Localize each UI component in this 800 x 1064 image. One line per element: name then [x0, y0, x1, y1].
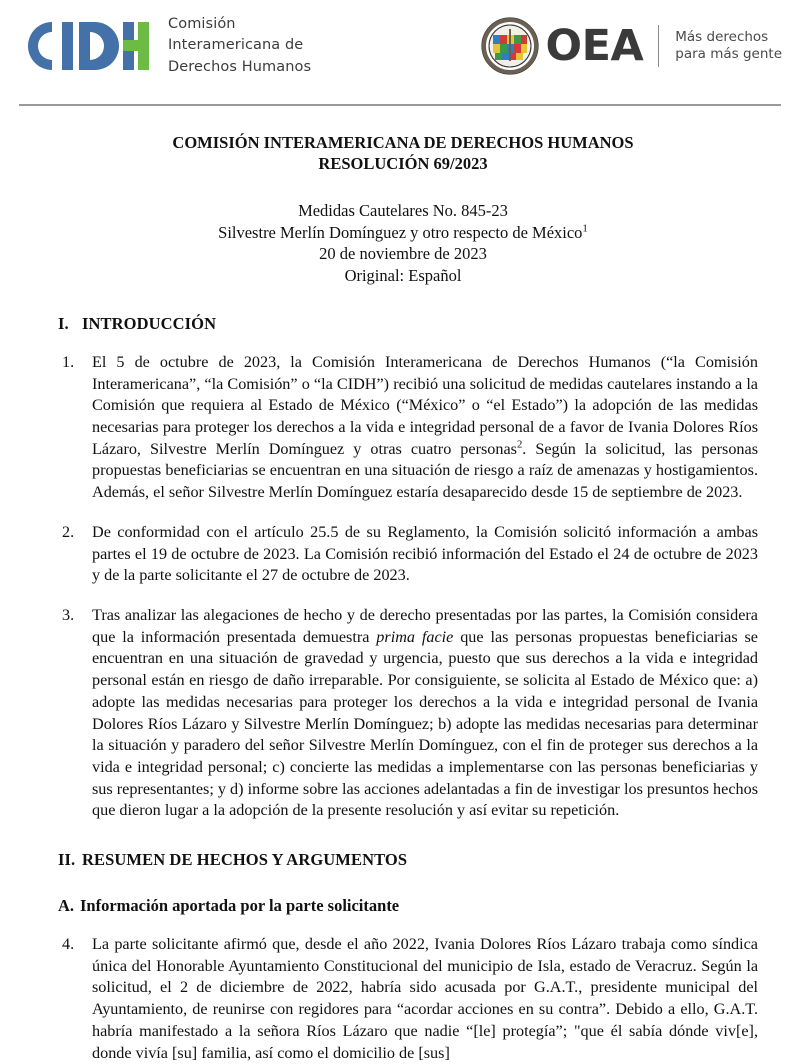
paragraph-text: La parte solicitante afirmó que, desde el año 2022, Ivania Dolores Ríos Lázaro trabaja como síndica única del Honorable Ayuntamiento Constitucional del municipio de Isla, estado de Veracruz. Según la solicitud, el 2 de diciembre de 2022, habría sido acusada por G.A.T., presidente municipal del Ayuntamiento, de reunirse con regidores para “acordar acciones en su contra”. Debido a ello, G.A.T. habría manifestado a la señora Ríos Lázaro que nadie “[le] protegía”; "que él sabía dónde viv[e], donde vivía [su] familia, así como el domicilio de [sus] — [92, 935, 758, 1062]
paragraph-3 — [48, 605, 758, 822]
subtitle-language: Original: Español — [344, 265, 462, 285]
paragraph-text — [92, 605, 758, 822]
paragraph-text: De conformidad con el artículo 25.5 de su Reglamento, la Comisión solicitó información a ambas partes el 19 de octubre de 2023. La Comisión recibió información del Estado el 24 de octubre de 2023 y de la parte solicitante el 27 de octubre de 2023. — [92, 522, 758, 585]
paragraph-2 — [48, 522, 758, 587]
cidh-name-line-2: Interamericana de — [168, 37, 304, 54]
footnote-marker-1: 1 — [582, 222, 588, 235]
oea-tagline-line-1: Más derechos — [675, 29, 769, 46]
subtitle-beneficiaries-text: Silvestre Merlín Domínguez y otro respecto de México — [218, 222, 583, 242]
paragraph-text — [92, 352, 758, 504]
document-body — [0, 132, 800, 1064]
section-heading-resumen — [48, 850, 758, 870]
paragraph-number: 3. — [62, 606, 75, 624]
page-title-line-2: RESOLUCIÓN 69/2023 — [318, 154, 488, 174]
subtitle-beneficiaries — [48, 222, 758, 243]
cidh-name-line-3: Derechos Humanos — [168, 58, 312, 75]
cidh-logo — [22, 14, 311, 77]
page-title — [48, 132, 758, 174]
cidh-wordmark-icon — [22, 18, 154, 74]
subsection-number: A. — [58, 896, 75, 916]
cidh-name — [168, 14, 311, 77]
footnote-marker-2: 2 — [516, 438, 523, 451]
cidh-name-line-1: Comisión — [168, 16, 236, 33]
section-label: INTRODUCCIÓN — [82, 313, 217, 333]
page-title-line-1: COMISIÓN INTERAMERICANA DE DERECHOS HUMANOS — [172, 133, 634, 152]
paragraph-number: 1. — [62, 352, 75, 371]
section-number: I. — [58, 313, 69, 333]
paragraph-3-latin-term: prima facie — [376, 627, 454, 646]
paragraph-3-part-1: Tras analizar las alegaciones de hecho y de derecho presentadas por las partes, la Comisión considera que la información presentada demuestra — [92, 606, 758, 646]
oea-acronym: OEA — [545, 20, 644, 71]
paragraph-3-part-2: que las personas propuestas beneficiarias se encuentran en una situación de gravedad y urgencia, puesto que sus derechos a la vida e integridad personal están en riesgo de daño irreparable. Por consiguiente, se solicita al Estado de México que: a) adopte las medidas necesarias para proteger los derechos a la vida e integridad personal de Ivania Dolores Ríos Lázaro y Silvestre Merlín Domínguez; b) adopte las medidas necesarias para determinar la situación y paradero del señor Silvestre Merlín Domínguez, con el fin de proteger sus derechos a la vida e integridad personal; c) concierte las medidas a implementarse con las personas beneficiarias y sus representantes; y d) informe sobre las acciones adelantadas a fin de investigar los presuntos hechos que dieron lugar a la adopción de la presente resolución y así evitar su repetición. — [92, 627, 758, 820]
page-subtitle — [48, 200, 758, 286]
document-header — [0, 0, 800, 92]
section-number: II. — [58, 850, 76, 870]
subtitle-date: 20 de noviembre de 2023 — [319, 244, 487, 264]
paragraph-4 — [48, 934, 758, 1064]
section-heading-introduccion — [48, 314, 758, 334]
oea-logo — [481, 17, 782, 75]
paragraph-1 — [48, 352, 758, 504]
oea-tagline-line-2: para más gente — [675, 46, 782, 62]
paragraph-1-part-2: . Según la solicitud, las personas propuestas beneficiarias se encuentran en una situación de riesgo a raíz de amenazas y hostigamientos. Además, el señor Silvestre Merlín Domínguez estaría desaparecido desde 15 de septiembre de 2023. — [92, 439, 758, 502]
paragraph-1-part-1: El 5 de octubre de 2023, la Comisión Interamericana de Derechos Humanos (“la Comisión Interamericana”, “la Comisión” o “la CIDH”) recibió una solicitud de medidas cautelares instando a la Comisión que requiera al Estado de México (“México” o “el Estado”) la adopción de las medidas necesarias para proteger los derechos a la vida e integridad personal de a favor de Ivania Dolores Ríos Lázaro, Silvestre Merlín Domínguez y otras cuatro personas — [92, 352, 758, 458]
oea-divider — [658, 25, 659, 67]
paragraph-number: 4. — [62, 935, 75, 954]
subtitle-case-number: Medidas Cautelares No. 845-23 — [298, 201, 508, 221]
header-divider-rule — [19, 104, 781, 106]
section-label: RESUMEN DE HECHOS Y ARGUMENTOS — [82, 850, 408, 870]
paragraph-number: 2. — [62, 522, 75, 541]
oea-seal-icon — [481, 17, 539, 75]
subsection-label: Información aportada por la parte solicitante — [80, 896, 400, 916]
oea-tagline — [675, 29, 782, 63]
subsection-heading-informacion-parte-solicitante — [48, 896, 758, 916]
